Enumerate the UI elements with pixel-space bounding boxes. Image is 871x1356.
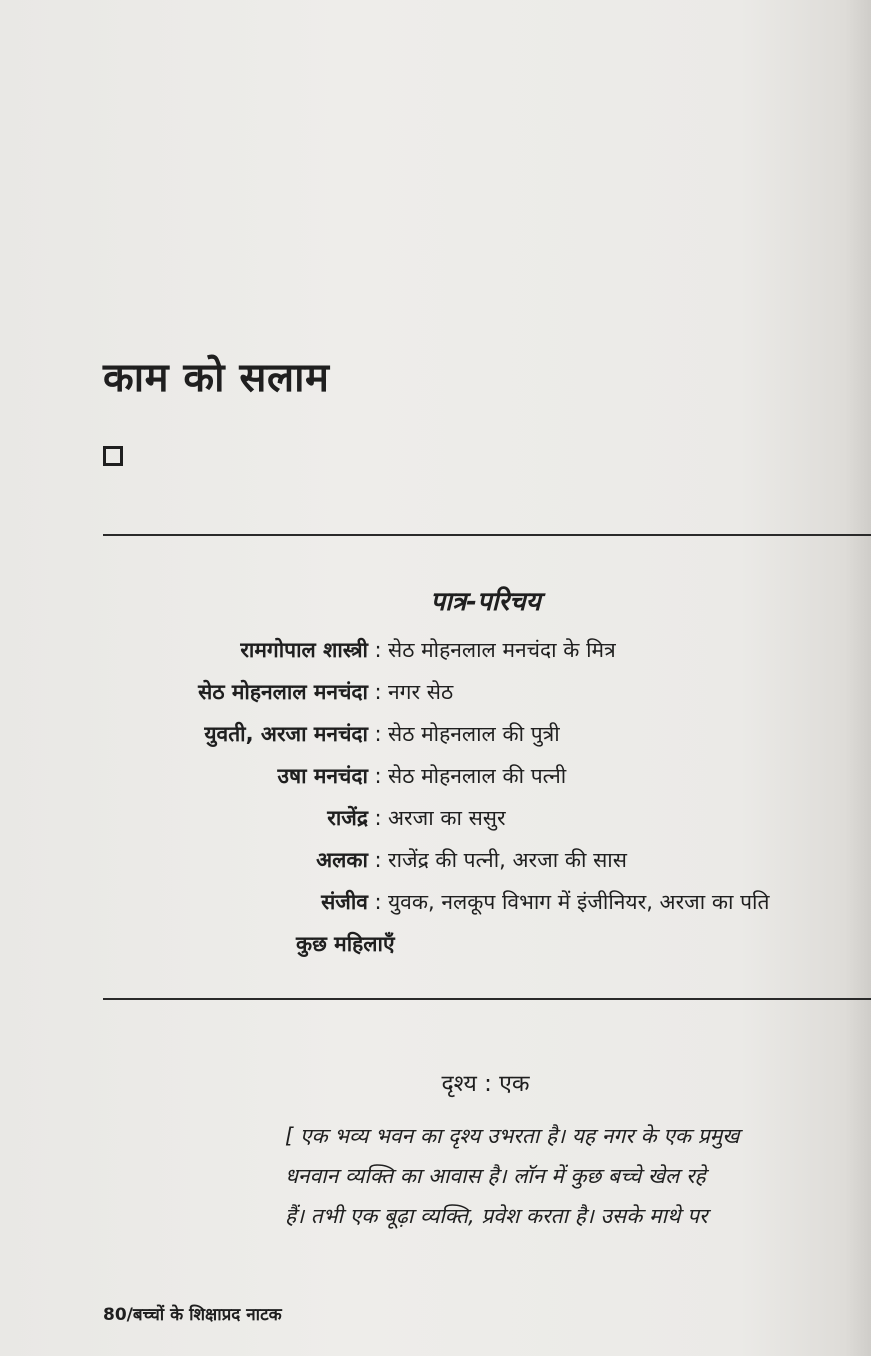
cast-row: [100, 636, 871, 678]
cast-row: [100, 762, 871, 804]
stage-direction: [285, 1116, 871, 1236]
cast-role: उषा मनचंदा: [277, 764, 368, 788]
cast-description: अरजा का ससुर: [388, 806, 506, 830]
cast-separator: :: [374, 722, 382, 746]
cast-heading: पात्र-परिचय: [430, 587, 541, 617]
cast-role: राजेंद्र: [327, 806, 368, 830]
stage-direction-line: धनवान व्यक्ति का आवास है। लॉन में कुछ बच्चे खेल रहे: [285, 1164, 706, 1188]
divider-top: [103, 534, 871, 536]
cast-row: [100, 846, 871, 888]
cast-role: युवती, अरजा मनचंदा: [204, 722, 368, 746]
cast-role: सेठ मोहनलाल मनचंदा: [198, 680, 368, 704]
cast-role: रामगोपाल शास्त्री: [240, 638, 368, 662]
checkbox-square-icon: [103, 446, 123, 466]
cast-separator: :: [374, 764, 382, 788]
cast-description: सेठ मोहनलाल की पत्नी: [388, 764, 567, 788]
cast-description: युवक, नलकूप विभाग में इंजीनियर, अरजा का पति: [388, 890, 770, 914]
cast-separator: :: [374, 806, 382, 830]
cast-extra: कुछ महिलाएँ: [296, 932, 395, 956]
cast-row-extra: [100, 930, 871, 972]
cast-row: [100, 804, 871, 846]
cast-row: [100, 888, 871, 930]
stage-direction-line: [ एक भव्य भवन का दृश्य उभरता है। यह नगर के एक प्रमुख: [285, 1124, 740, 1148]
cast-role: अलका: [316, 848, 368, 872]
cast-row: [100, 720, 871, 762]
cast-row: [100, 678, 871, 720]
page-title: काम को सलाम: [103, 355, 330, 401]
page-footer: 80/बच्चों के शिक्षाप्रद नाटक: [103, 1305, 282, 1325]
cast-separator: :: [374, 638, 382, 662]
cast-description: सेठ मोहनलाल मनचंदा के मित्र: [388, 638, 616, 662]
cast-list: [100, 636, 871, 972]
cast-description: नगर सेठ: [388, 680, 454, 704]
cast-description: सेठ मोहनलाल की पुत्री: [388, 722, 560, 746]
cast-description: राजेंद्र की पत्नी, अरजा की सास: [388, 848, 627, 872]
cast-separator: :: [374, 680, 382, 704]
stage-direction-line: हैं। तभी एक बूढ़ा व्यक्ति, प्रवेश करता है। उसके माथे पर: [285, 1204, 708, 1228]
divider-bottom: [103, 998, 871, 1000]
scene-heading: दृश्य : एक: [441, 1071, 530, 1097]
cast-separator: :: [374, 890, 382, 914]
cast-role: संजीव: [321, 890, 368, 914]
cast-separator: :: [374, 848, 382, 872]
